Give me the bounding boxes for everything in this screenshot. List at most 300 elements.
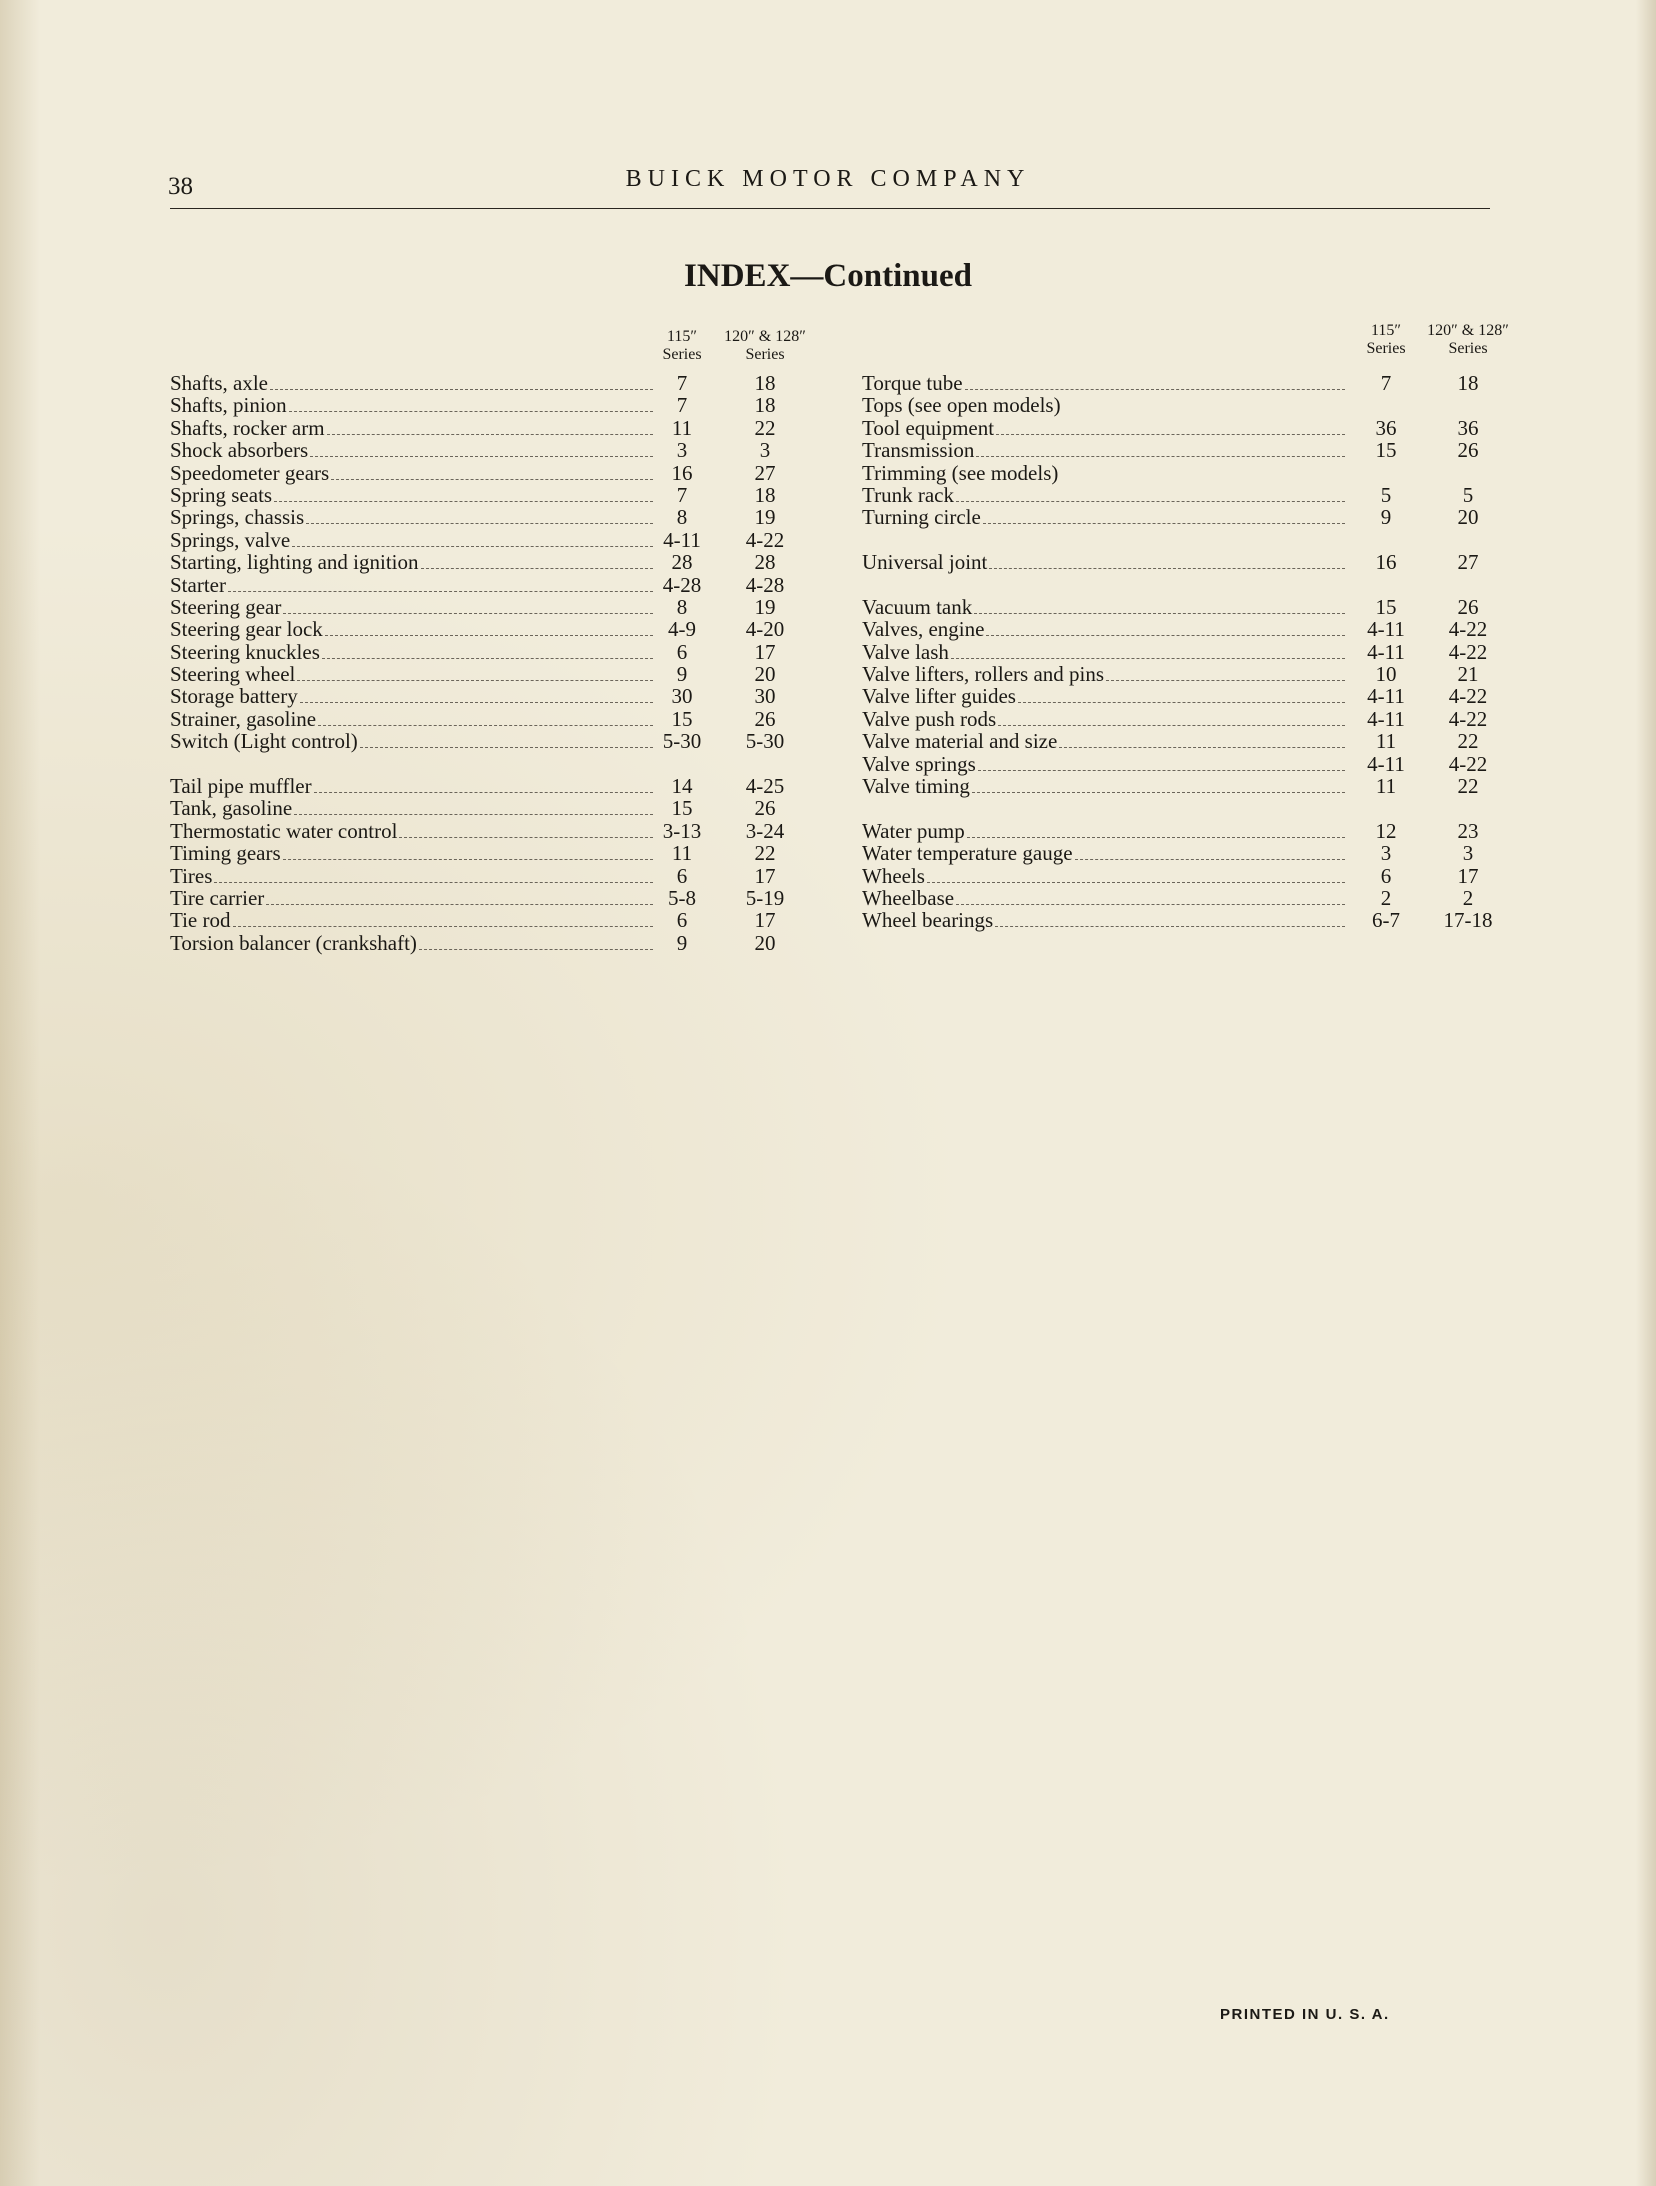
page-ref-120-128-series: 4-20	[745, 617, 785, 642]
page-ref-120-128-series: 5	[1462, 482, 1474, 507]
page-ref-120-128-series: 18	[754, 482, 776, 507]
index-entry-label-wrap	[170, 730, 655, 753]
page-ref-115-series: 15	[671, 706, 693, 731]
page-ref-115-series: 11	[1375, 729, 1397, 754]
index-entry	[170, 797, 810, 819]
page-ref-120-128-series: 17	[1457, 863, 1479, 888]
index-entry	[170, 865, 810, 887]
page-ref-120-128-series: 4-22	[1448, 639, 1488, 664]
index-entry	[170, 932, 810, 954]
index-entry	[862, 685, 1512, 707]
page-ref-120-128-series: 4-22	[745, 527, 785, 552]
page-ref-120-128-series: 18	[1457, 371, 1479, 395]
index-entry	[170, 372, 810, 394]
index-entry-label: Steering knuckles	[170, 639, 320, 664]
index-entry-label-wrap	[170, 909, 655, 932]
index-entry	[170, 730, 810, 752]
index-entry	[862, 596, 1512, 618]
index-entry-label: Tire carrier	[170, 885, 265, 910]
index-entry	[170, 618, 810, 640]
index-entry-label: Valve springs	[862, 751, 976, 776]
index-entry	[170, 820, 810, 842]
index-entry	[862, 372, 1512, 394]
page-ref-120-128-series: 26	[754, 796, 776, 821]
dot-leader	[399, 837, 653, 838]
series-a-header	[652, 328, 712, 364]
index-entry	[862, 506, 1512, 528]
dot-leader	[310, 456, 653, 457]
index-entry-label-wrap	[862, 484, 1347, 507]
page-ref-115-series: 6	[676, 639, 688, 664]
series-a-header	[1356, 322, 1416, 358]
index-entry	[862, 708, 1512, 730]
series-b-header	[1420, 322, 1516, 358]
page-ref-120-128-series: 4-22	[1448, 706, 1488, 731]
dot-leader	[986, 635, 1345, 636]
dot-leader	[314, 792, 653, 793]
index-entry-label: Switch (Light control)	[170, 729, 358, 754]
section-gap	[862, 797, 1512, 819]
index-entry	[170, 663, 810, 685]
index-entry-label-wrap	[170, 439, 655, 462]
dot-leader	[995, 926, 1345, 927]
index-entry-label: Torsion balancer (crankshaft)	[170, 930, 417, 955]
index-entry	[862, 417, 1512, 439]
index-entry-label: Springs, chassis	[170, 505, 305, 530]
index-entry-label: Wheels	[862, 863, 925, 888]
index-entry-label-wrap	[862, 708, 1347, 731]
page-ref-120-128-series: 19	[754, 594, 776, 619]
index-entry	[862, 663, 1512, 685]
page-ref-115-series: 12	[1375, 818, 1397, 843]
index-entry-label-wrap	[170, 842, 655, 865]
page-ref-120-128-series: 3	[759, 438, 771, 463]
dot-leader	[956, 904, 1345, 905]
page-number: 38	[168, 173, 193, 200]
index-entry-label-wrap	[170, 820, 655, 843]
page-ref-120-128-series: 23	[1457, 818, 1479, 843]
index-entry	[862, 484, 1512, 506]
dot-leader	[951, 658, 1345, 659]
index-entry	[170, 685, 810, 707]
page-ref-120-128-series: 2	[1462, 885, 1474, 910]
index-entry-label: Vacuum tank	[862, 594, 973, 619]
page-ref-120-128-series: 28	[754, 550, 776, 575]
index-entry	[170, 887, 810, 909]
page-ref-120-128-series: 27	[1457, 550, 1479, 575]
index-entry-label-wrap	[170, 663, 655, 686]
index-entry-label-wrap	[862, 439, 1347, 462]
index-entry-label: Shock absorbers	[170, 438, 309, 463]
dot-leader	[998, 725, 1345, 726]
dot-leader	[360, 747, 653, 748]
dot-leader	[306, 523, 653, 524]
page-ref-115-series: 8	[676, 594, 688, 619]
page-ref-115-series: 9	[676, 662, 688, 687]
page-ref-115-series: 4-11	[1367, 684, 1405, 709]
index-entry	[170, 529, 810, 551]
index-entry-label-wrap	[862, 865, 1347, 888]
page-ref-120-128-series: 18	[754, 371, 776, 395]
dot-leader	[974, 613, 1345, 614]
page-ref-120-128-series: 22	[754, 841, 776, 866]
index-entry-label: Water temperature gauge	[862, 841, 1073, 866]
dot-leader	[978, 770, 1345, 771]
series-b-header	[720, 328, 810, 364]
index-entry	[170, 909, 810, 931]
index-entry-label-wrap	[862, 372, 1347, 395]
column-header-right	[862, 322, 1512, 356]
index-entry-label-wrap	[170, 641, 655, 664]
page-ref-115-series: 4-11	[1367, 706, 1405, 731]
index-entry-label-wrap	[170, 865, 655, 888]
index-entry-label: Wheel bearings	[862, 908, 994, 933]
index-entry-label: Shafts, rocker arm	[170, 415, 325, 440]
index-entry	[862, 439, 1512, 461]
page-ref-120-128-series: 17	[754, 639, 776, 664]
index-entry-label-wrap	[170, 462, 655, 485]
index-entry	[862, 730, 1512, 752]
index-entry-label: Storage battery	[170, 684, 298, 709]
index-entry	[170, 462, 810, 484]
page-ref-120-128-series: 21	[1457, 662, 1479, 687]
page-ref-120-128-series: 4-22	[1448, 751, 1488, 776]
dot-leader	[283, 859, 653, 860]
page-ref-115-series: 7	[1380, 371, 1392, 395]
index-entry-label: Valve lash	[862, 639, 949, 664]
index-entry	[862, 820, 1512, 842]
dot-leader	[294, 814, 653, 815]
dot-leader	[289, 411, 653, 412]
index-entry-label: Valve lifters, rollers and pins	[862, 662, 1105, 687]
page-ref-115-series: 28	[671, 550, 693, 575]
page-ref-120-128-series: 26	[754, 706, 776, 731]
column-header-left	[170, 328, 810, 372]
page-ref-120-128-series: 20	[754, 930, 776, 955]
index-entry-label-wrap	[862, 506, 1347, 529]
index-entry-label: Shafts, pinion	[170, 393, 287, 418]
page-ref-115-series: 4-28	[662, 572, 702, 597]
index-entry	[862, 618, 1512, 640]
page-ref-120-128-series: 26	[1457, 438, 1479, 463]
index-entry-label: Strainer, gasoline	[170, 706, 317, 731]
index-entry-label: Trimming (see models)	[862, 460, 1059, 485]
index-entry	[170, 551, 810, 573]
dot-leader	[270, 389, 653, 390]
page-ref-120-128-series: 20	[754, 662, 776, 687]
series-a-line2: Series	[1366, 340, 1406, 357]
index-entry-label-wrap	[862, 663, 1347, 686]
index-entry	[862, 394, 1512, 416]
index-entry-label-wrap	[862, 909, 1347, 932]
index-entry	[862, 842, 1512, 864]
dot-leader	[927, 882, 1345, 883]
dot-leader	[1075, 859, 1345, 860]
page-ref-120-128-series: 5-30	[745, 729, 785, 754]
page-ref-115-series: 11	[1375, 774, 1397, 799]
index-entry-label: Valve lifter guides	[862, 684, 1016, 709]
index-entry-label-wrap	[170, 797, 655, 820]
dot-leader	[331, 479, 653, 480]
page-ref-120-128-series: 5-19	[745, 885, 785, 910]
index-entry-label-wrap	[862, 641, 1347, 664]
index-entry	[170, 439, 810, 461]
series-a-line1: 115″	[666, 328, 698, 345]
index-entry-label: Turning circle	[862, 505, 981, 530]
page-ref-115-series: 14	[671, 774, 693, 799]
index-entry-label: Steering wheel	[170, 662, 296, 687]
index-entry-label-wrap	[862, 842, 1347, 865]
page-ref-120-128-series: 4-28	[745, 572, 785, 597]
index-entry	[862, 753, 1512, 775]
dot-leader	[996, 434, 1345, 435]
page-ref-115-series: 4-11	[1367, 751, 1405, 776]
page-ref-120-128-series: 4-22	[1448, 684, 1488, 709]
index-entry-label-wrap	[170, 708, 655, 731]
page-ref-115-series: 3-13	[662, 818, 702, 843]
series-a-line1: 115″	[1370, 322, 1402, 339]
index-entry-label: Tool equipment	[862, 415, 995, 440]
index-entry-label: Water pump	[862, 818, 965, 843]
index-entry-label: Wheelbase	[862, 885, 955, 910]
page-ref-115-series: 10	[1375, 662, 1397, 687]
index-column-left	[170, 328, 810, 954]
dot-leader	[967, 837, 1345, 838]
dot-leader	[292, 546, 653, 547]
page-ref-115-series: 15	[1375, 594, 1397, 619]
page-ref-120-128-series: 17	[754, 863, 776, 888]
index-entry-label-wrap	[170, 618, 655, 641]
page-title: INDEX—Continued	[684, 258, 972, 294]
page-ref-115-series: 16	[671, 460, 693, 485]
dot-leader	[214, 882, 653, 883]
index-entry-label: Tie rod	[170, 908, 231, 933]
series-b-line2: Series	[1448, 340, 1488, 357]
index-entry	[862, 551, 1512, 573]
page-ref-115-series: 8	[676, 505, 688, 530]
index-entry-label-wrap	[170, 484, 655, 507]
index-entry-label: Torque tube	[862, 371, 963, 395]
index-entry	[170, 484, 810, 506]
index-entry-label-wrap	[862, 753, 1347, 776]
running-head: BUICK MOTOR COMPANY	[625, 166, 1031, 192]
page-ref-120-128-series: 18	[754, 393, 776, 418]
page-ref-120-128-series: 22	[1457, 774, 1479, 799]
index-entry-label-wrap	[862, 394, 1347, 416]
index-entry-label: Transmission	[862, 438, 975, 463]
page-ref-120-128-series: 3	[1462, 841, 1474, 866]
index-entry	[170, 417, 810, 439]
dot-leader	[266, 904, 653, 905]
index-entry-label-wrap	[170, 506, 655, 529]
page-ref-115-series: 3	[676, 438, 688, 463]
index-entry-label-wrap	[170, 551, 655, 574]
dot-leader	[956, 501, 1345, 502]
page-ref-120-128-series: 4-25	[745, 774, 785, 799]
page-ref-115-series: 7	[676, 393, 688, 418]
dot-leader	[421, 568, 654, 569]
index-entry-label: Valves, engine	[862, 617, 985, 642]
series-b-line2: Series	[745, 346, 785, 363]
page-ref-120-128-series: 27	[754, 460, 776, 485]
page-ref-115-series: 7	[676, 482, 688, 507]
index-entry-label-wrap	[862, 685, 1347, 708]
page-ref-120-128-series: 4-22	[1448, 617, 1488, 642]
page-ref-115-series: 3	[1380, 841, 1392, 866]
index-entry-label-wrap	[862, 730, 1347, 753]
index-entry-label-wrap	[862, 775, 1347, 798]
page-ref-120-128-series: 22	[754, 415, 776, 440]
page-ref-115-series: 16	[1375, 550, 1397, 575]
page-ref-120-128-series: 36	[1457, 415, 1479, 440]
index-entry	[170, 394, 810, 416]
dot-leader	[1018, 702, 1345, 703]
index-rows-right	[862, 372, 1512, 932]
index-entry-label-wrap	[170, 887, 655, 910]
printed-in-usa: PRINTED IN U. S. A.	[1220, 2006, 1390, 2023]
index-entry-label: Speedometer gears	[170, 460, 330, 485]
page-ref-120-128-series: 19	[754, 505, 776, 530]
page-ref-115-series: 6	[676, 863, 688, 888]
index-entry-label-wrap	[862, 618, 1347, 641]
index-entry-label: Tops (see open models)	[862, 393, 1061, 418]
index-entry-label: Spring seats	[170, 482, 273, 507]
index-entry	[170, 506, 810, 528]
page-ref-115-series: 2	[1380, 885, 1392, 910]
index-entry-label: Starting, lighting and ignition	[170, 550, 419, 575]
index-entry-label-wrap	[170, 574, 655, 597]
index-entry-label: Steering gear	[170, 594, 282, 619]
index-entry-label-wrap	[862, 820, 1347, 843]
section-gap	[862, 574, 1512, 596]
page-ref-120-128-series: 20	[1457, 505, 1479, 530]
page-ref-115-series: 36	[1375, 415, 1397, 440]
index-entry	[170, 708, 810, 730]
header-rule	[170, 208, 1490, 209]
page-ref-115-series: 30	[671, 684, 693, 709]
index-entry	[170, 596, 810, 618]
index-entry	[862, 775, 1512, 797]
index-entry-label-wrap	[862, 887, 1347, 910]
index-entry	[862, 641, 1512, 663]
page-ref-115-series: 6-7	[1372, 908, 1400, 933]
page-ref-115-series: 4-9	[668, 617, 696, 642]
dot-leader	[318, 725, 653, 726]
index-entry-label: Springs, valve	[170, 527, 291, 552]
dot-leader	[419, 949, 653, 950]
index-entry-label-wrap	[170, 932, 655, 955]
page-ref-115-series: 7	[676, 371, 688, 395]
index-entry-label-wrap	[170, 417, 655, 440]
section-gap	[862, 529, 1512, 551]
page-ref-120-128-series: 26	[1457, 594, 1479, 619]
index-entry-label: Starter	[170, 572, 226, 597]
page-ref-115-series: 5-30	[662, 729, 702, 754]
index-entry	[170, 775, 810, 797]
index-entry-label-wrap	[170, 372, 655, 395]
page-ref-115-series: 9	[676, 930, 688, 955]
dot-leader	[983, 523, 1345, 524]
page-ref-115-series: 15	[671, 796, 693, 821]
index-entry-label-wrap	[862, 417, 1347, 440]
index-entry-label-wrap	[170, 775, 655, 798]
page-ref-115-series: 9	[1380, 505, 1392, 530]
index-entry-label-wrap	[862, 596, 1347, 619]
index-entry-label: Tank, gasoline	[170, 796, 293, 821]
dot-leader	[228, 591, 653, 592]
page-ref-115-series: 5-8	[668, 885, 696, 910]
page-ref-115-series: 4-11	[1367, 639, 1405, 664]
index-entry-label: Trunk rack	[862, 482, 954, 507]
page-ref-115-series: 5	[1380, 482, 1392, 507]
section-gap	[170, 753, 810, 775]
dot-leader	[989, 568, 1345, 569]
index-entry-label: Valve timing	[862, 774, 970, 799]
page-ref-115-series: 6	[1380, 863, 1392, 888]
dot-leader	[322, 658, 653, 659]
index-entry	[862, 865, 1512, 887]
index-entry-label-wrap	[862, 551, 1347, 574]
index-entry-label: Thermostatic water control	[170, 818, 398, 843]
page-ref-115-series: 11	[671, 841, 693, 866]
index-entry-label-wrap	[862, 462, 1347, 484]
index-entry-label-wrap	[170, 685, 655, 708]
page-ref-115-series: 11	[671, 415, 693, 440]
index-entry-label: Timing gears	[170, 841, 281, 866]
dot-leader	[297, 680, 653, 681]
page-ref-120-128-series: 17	[754, 908, 776, 933]
index-entry-label: Universal joint	[862, 550, 988, 575]
dot-leader	[1059, 747, 1345, 748]
index-entry-label-wrap	[170, 596, 655, 619]
dot-leader	[965, 389, 1345, 390]
index-entry	[170, 842, 810, 864]
index-entry-label: Tires	[170, 863, 213, 888]
index-entry-label: Valve material and size	[862, 729, 1058, 754]
dot-leader	[972, 792, 1345, 793]
dot-leader	[283, 613, 653, 614]
dot-leader	[300, 702, 653, 703]
index-column-right	[862, 322, 1512, 933]
index-entry-label-wrap	[170, 394, 655, 417]
dot-leader	[325, 635, 653, 636]
index-entry	[862, 462, 1512, 484]
index-rows-left	[170, 372, 810, 954]
series-a-line2: Series	[662, 346, 702, 363]
dot-leader	[976, 456, 1345, 457]
page-ref-115-series: 4-11	[663, 527, 701, 552]
dot-leader	[327, 434, 653, 435]
series-b-line1: 120″ & 128″	[724, 328, 806, 345]
page-ref-115-series: 4-11	[1367, 617, 1405, 642]
dot-leader	[274, 501, 653, 502]
dot-leader	[1106, 680, 1345, 681]
series-b-line1: 120″ & 128″	[1427, 322, 1509, 339]
dot-leader	[233, 926, 654, 927]
index-entry	[170, 641, 810, 663]
index-entry-label: Tail pipe muffler	[170, 774, 312, 799]
index-entry-label: Valve push rods	[862, 706, 997, 731]
page-ref-120-128-series: 22	[1457, 729, 1479, 754]
page-ref-120-128-series: 17-18	[1443, 908, 1493, 933]
page-ref-120-128-series: 3-24	[745, 818, 785, 843]
page-ref-115-series: 6	[676, 908, 688, 933]
index-entry	[862, 909, 1512, 931]
index-entry	[170, 574, 810, 596]
index-entry-label: Shafts, axle	[170, 371, 268, 395]
index-entry-label-wrap	[170, 529, 655, 552]
index-entry-label: Steering gear lock	[170, 617, 323, 642]
